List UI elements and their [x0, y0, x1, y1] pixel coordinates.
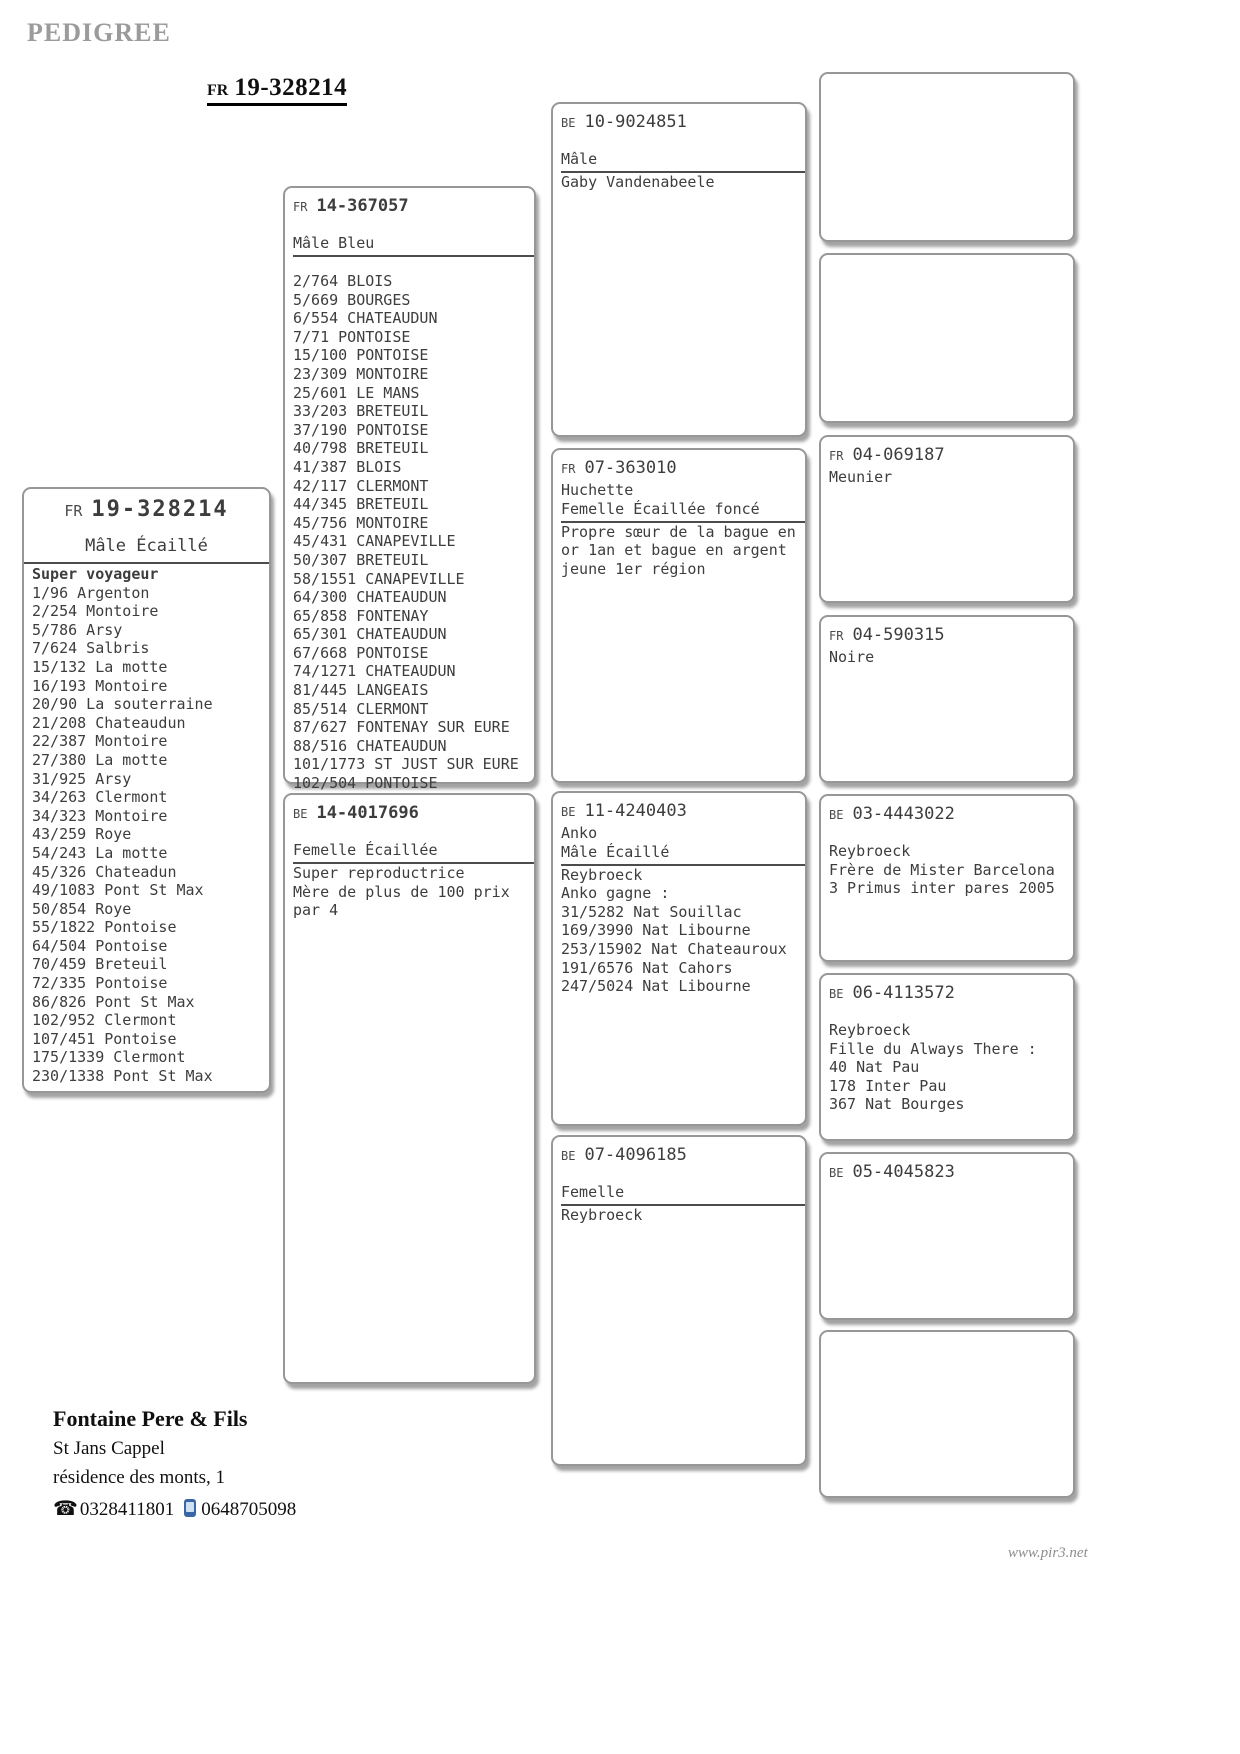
description-line: 31/5282 Nat Souillac	[561, 902, 742, 921]
result-line: 7/624 Salbris	[32, 639, 150, 658]
result-line: 50/854 Roye	[32, 899, 132, 918]
ring-country-code: BE	[561, 805, 576, 819]
ring-number-line	[829, 802, 1065, 827]
sex-color-label: Femelle Écaillée	[293, 841, 534, 864]
result-line: 45/326 Chateadun	[32, 862, 177, 881]
ring-number-line	[829, 443, 1065, 468]
main-ring-number: 19-328214	[234, 74, 348, 101]
mobile-number: 0648705098	[201, 1499, 297, 1520]
result-line: 1/96 Argenton	[32, 583, 150, 602]
description-lines	[561, 523, 797, 579]
description-line: Reybroeck	[561, 1206, 643, 1224]
main-ring-country: FR	[207, 82, 229, 99]
result-line: 87/627 FONTENAY SUR EURE	[293, 718, 510, 737]
ring-country-code: FR	[561, 462, 576, 476]
ring-number-line	[829, 981, 1065, 1006]
description-line: Gaby Vandenabeele	[561, 173, 715, 191]
ring-number-line	[561, 110, 797, 135]
ring-number-line	[32, 495, 261, 526]
sex-color-label: Femelle Écaillée foncé	[561, 500, 805, 523]
result-line: 230/1338 Pont St Max	[32, 1067, 213, 1086]
pigeon-name: Anko	[561, 824, 598, 842]
result-line: 42/117 CLERMONT	[293, 476, 429, 495]
result-line: 15/100 PONTOISE	[293, 346, 429, 365]
result-line: 2/254 Montoire	[32, 602, 159, 621]
description-lines	[829, 842, 1065, 898]
ring-number-line	[561, 456, 797, 481]
result-line: 2/764 BLOIS	[293, 272, 393, 290]
result-line: 31/925 Arsy	[32, 769, 132, 788]
sex-color-label: Mâle Écaillé	[561, 843, 805, 866]
ring-number: 04-590315	[852, 625, 945, 645]
result-line: 25/601 LE MANS	[293, 383, 420, 402]
breeder-address: résidence des monts, 1	[53, 1467, 226, 1488]
result-line: 70/459 Breteuil	[32, 955, 168, 974]
result-line: 81/445 LANGEAIS	[293, 681, 429, 700]
breeder-city: St Jans Cappel	[53, 1438, 165, 1459]
ring-number-line	[293, 801, 526, 826]
description-lines	[561, 866, 797, 996]
description-line: or 1an et bague en argent	[561, 541, 787, 560]
result-line: 20/90 La souterraine	[32, 695, 213, 714]
sex-color-label: Mâle Écaillé	[85, 536, 208, 556]
great-grandparent-box-5	[819, 794, 1075, 962]
great-grandparent-box-empty-2	[819, 253, 1075, 423]
description-line: 3 Primus inter pares 2005	[829, 879, 1055, 898]
telephone-icon: ☎	[53, 1498, 78, 1520]
ring-number-line	[829, 1160, 1065, 1185]
result-line: 65/858 FONTENAY	[293, 606, 429, 625]
pigeon-name: Super voyageur	[32, 565, 159, 583]
description-line: 40 Nat Pau	[829, 1058, 920, 1077]
main-ring-title	[207, 74, 347, 106]
grandmother-paternal-box	[551, 448, 807, 783]
description-line: 367 Nat Bourges	[829, 1095, 965, 1114]
ring-number: 07-4096185	[584, 1145, 687, 1165]
result-line: 107/451 Pontoise	[32, 1029, 177, 1048]
description-line: par 4	[293, 901, 339, 920]
description-line: jeune 1er région	[561, 559, 706, 578]
ring-number: 04-069187	[852, 445, 945, 465]
description-line: 169/3990 Nat Libourne	[561, 921, 751, 940]
mobile-phone-icon	[184, 1499, 196, 1517]
ring-country-code: BE	[561, 1149, 576, 1163]
ring-country-code: BE	[829, 1166, 844, 1180]
subject-box	[22, 487, 271, 1093]
result-line: 5/786 Arsy	[32, 620, 123, 639]
result-line: 64/504 Pontoise	[32, 936, 168, 955]
ring-country-code: BE	[829, 808, 844, 822]
sex-color-label: Mâle Bleu	[293, 234, 534, 257]
ring-number-line	[561, 1143, 797, 1168]
result-line: 44/345 BRETEUIL	[293, 495, 429, 514]
breeder-footer	[53, 1406, 296, 1521]
breeder-name: Fontaine Pere & Fils	[53, 1406, 248, 1431]
result-line: 5/669 BOURGES	[293, 290, 411, 309]
grandfather-maternal-box	[551, 791, 807, 1126]
ring-number: 19-328214	[91, 497, 229, 522]
description-lines	[829, 1021, 1065, 1114]
sex-color-label: Mâle	[561, 150, 805, 173]
result-line: 88/516 CHATEAUDUN	[293, 736, 447, 755]
description-line: Mère de plus de 100 prix	[293, 882, 510, 901]
result-line: 37/190 PONTOISE	[293, 420, 429, 439]
result-line: 34/323 Montoire	[32, 806, 168, 825]
phone-number: 0328411801	[79, 1499, 175, 1520]
result-line: 102/504 PONTOISE	[293, 774, 438, 793]
divider	[24, 562, 269, 564]
description-line: Frère de Mister Barcelona	[829, 860, 1055, 879]
result-line: 175/1339 Clermont	[32, 1048, 186, 1067]
great-grandparent-box-4	[819, 615, 1075, 783]
result-line: 45/756 MONTOIRE	[293, 513, 429, 532]
mother-box	[283, 793, 536, 1384]
breeder-phones	[53, 1496, 296, 1521]
result-line: 16/193 Montoire	[32, 676, 168, 695]
description-line: 253/15902 Nat Chateauroux	[561, 939, 787, 958]
ring-country-code: BE	[829, 987, 844, 1001]
ring-number: 07-363010	[584, 458, 677, 478]
page-title: PEDIGREE	[27, 18, 171, 47]
description-lines	[293, 864, 526, 920]
description-line: Reybroeck	[829, 1021, 911, 1039]
result-line: 7/71 PONTOISE	[293, 327, 411, 346]
grandmother-maternal-box	[551, 1135, 807, 1466]
description-line: Meunier	[829, 468, 893, 486]
result-line: 15/132 La motte	[32, 657, 168, 676]
ring-number-line	[829, 623, 1065, 648]
pigeon-name: Huchette	[561, 481, 634, 499]
result-line: 67/668 PONTOISE	[293, 643, 429, 662]
ring-number: 03-4443022	[852, 804, 955, 824]
great-grandparent-box-3	[819, 435, 1075, 603]
results-list	[32, 584, 261, 1086]
result-line: 23/309 MONTOIRE	[293, 364, 429, 383]
description-line: 247/5024 Nat Libourne	[561, 977, 751, 996]
ring-country-code: BE	[561, 116, 576, 130]
result-line: 101/1773 ST JUST SUR EURE	[293, 755, 519, 774]
ring-number-line	[293, 194, 526, 219]
description-lines	[561, 1206, 797, 1225]
result-line: 41/387 BLOIS	[293, 457, 402, 476]
description-line: Super reproductrice	[293, 864, 465, 882]
result-line: 85/514 CLERMONT	[293, 699, 429, 718]
ring-number: 10-9024851	[584, 112, 687, 132]
description-lines	[829, 468, 1065, 487]
sex-color-label: Femelle	[561, 1183, 805, 1206]
description-line: Propre sœur de la bague en	[561, 522, 796, 541]
description-line: Fille du Always There :	[829, 1039, 1037, 1058]
result-line: 40/798 BRETEUIL	[293, 439, 429, 458]
result-line: 49/1083 Pont St Max	[32, 881, 204, 900]
description-lines	[829, 648, 1065, 667]
result-line: 55/1822 Pontoise	[32, 918, 177, 937]
result-line: 22/387 Montoire	[32, 732, 168, 751]
ring-country-code: FR	[293, 200, 308, 214]
ring-number: 11-4240403	[584, 801, 687, 821]
description-lines	[561, 173, 797, 192]
great-grandparent-box-empty-1	[819, 72, 1075, 242]
result-line: 64/300 CHATEAUDUN	[293, 588, 447, 607]
result-line: 86/826 Pont St Max	[32, 992, 195, 1011]
description-line: Noire	[829, 648, 875, 666]
result-line: 43/259 Roye	[32, 825, 132, 844]
result-line: 45/431 CANAPEVILLE	[293, 532, 456, 551]
result-line: 50/307 BRETEUIL	[293, 550, 429, 569]
result-line: 33/203 BRETEUIL	[293, 402, 429, 421]
description-line: Anko gagne :	[561, 884, 670, 903]
ring-country-code: BE	[293, 807, 308, 821]
great-grandparent-box-6	[819, 973, 1075, 1141]
result-line: 74/1271 CHATEAUDUN	[293, 662, 456, 681]
ring-country-code: FR	[829, 629, 844, 643]
ring-number-line	[561, 799, 797, 824]
results-list	[293, 272, 526, 793]
result-line: 58/1551 CANAPEVILLE	[293, 569, 465, 588]
result-line: 65/301 CHATEAUDUN	[293, 625, 447, 644]
ring-country-code: FR	[829, 449, 844, 463]
great-grandparent-box-empty-8	[819, 1330, 1075, 1498]
description-line: Reybroeck	[829, 842, 911, 860]
ring-number: 14-367057	[316, 196, 409, 216]
description-line: 178 Inter Pau	[829, 1076, 947, 1095]
grandfather-paternal-box	[551, 102, 807, 437]
ring-number: 14-4017696	[316, 803, 419, 823]
watermark-url: www.pir3.net	[1008, 1545, 1088, 1561]
result-line: 27/380 La motte	[32, 750, 168, 769]
result-line: 102/952 Clermont	[32, 1011, 177, 1030]
result-line: 6/554 CHATEAUDUN	[293, 309, 438, 328]
ring-number: 06-4113572	[852, 983, 955, 1003]
result-line: 34/263 Clermont	[32, 788, 168, 807]
father-box	[283, 186, 536, 793]
ring-number: 05-4045823	[852, 1162, 955, 1182]
description-line: Reybroeck	[561, 865, 643, 884]
result-line: 54/243 La motte	[32, 843, 168, 862]
description-line: 191/6576 Nat Cahors	[561, 958, 733, 977]
great-grandparent-box-7	[819, 1152, 1075, 1320]
result-line: 21/208 Chateaudun	[32, 713, 186, 732]
result-line: 72/335 Pontoise	[32, 974, 168, 993]
ring-country-code: FR	[64, 502, 83, 520]
